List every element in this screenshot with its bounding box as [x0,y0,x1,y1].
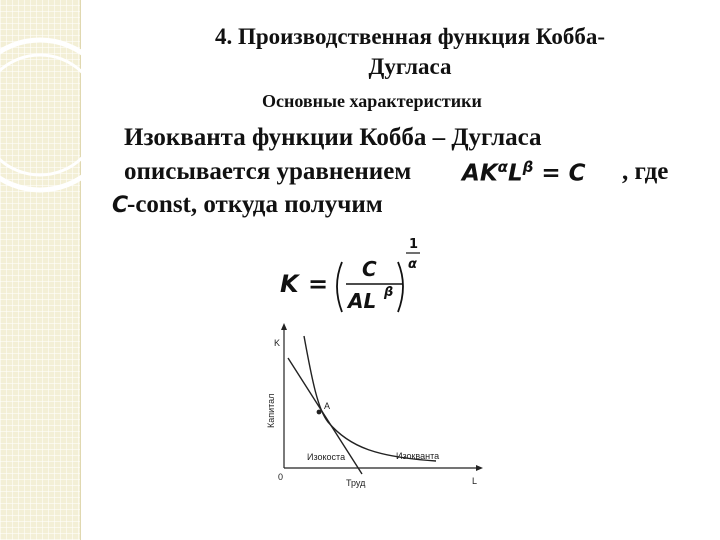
isoquant-label: Изокванта [396,451,440,461]
formula-equals: = [308,270,329,298]
y-axis-label: Капитал [266,393,276,428]
isocost-label: Изокоста [307,452,346,462]
body-line-1: Изокванта функции Кобба – Дугласа [124,124,542,151]
capital-formula [276,232,436,316]
y-axis-letter: K [274,338,281,348]
formula-denominator: AL [348,289,377,313]
y-axis-arrow [281,323,287,330]
formula-numerator: C [362,257,377,281]
decorative-circles [0,0,120,200]
eq-alpha: α [497,158,508,176]
x-axis-letter: L [472,476,478,486]
title-line-2: Дугласа [368,54,452,79]
origin-label: 0 [278,472,284,482]
eq-equals: = [541,160,561,187]
eq-K: K [479,160,498,187]
slide-subtitle: Основные характеристики [262,91,482,111]
isoquant-equation [462,158,586,187]
right-paren [398,262,403,312]
body-line-3 [112,191,383,219]
title-line-1: 4. Производственная функция Кобба- [215,24,605,49]
body-line-3-text: -const, откуда получим [127,191,383,218]
eq-L: L [507,160,523,187]
formula-exp-denominator: α [408,257,417,272]
formula-K: K [280,270,299,298]
point-label: A [324,401,331,411]
formula-denominator-exponent: β [384,285,394,300]
formula-exp-numerator: 1 [409,237,419,252]
x-axis-arrow [476,465,483,471]
left-paren [337,262,342,312]
x-axis-label: Труд [346,478,366,488]
tangency-point [317,410,322,415]
isoquant-graph [258,320,498,492]
body-line-2: описывается уравнением [124,158,412,185]
eq-beta: β [522,158,534,176]
slide-title [130,22,690,82]
constant-C: C [112,193,129,218]
eq-A: A [462,160,480,187]
isoquant-curve [304,336,436,461]
eq-C: C [568,160,586,187]
body-line-2-suffix: , где [622,158,669,185]
